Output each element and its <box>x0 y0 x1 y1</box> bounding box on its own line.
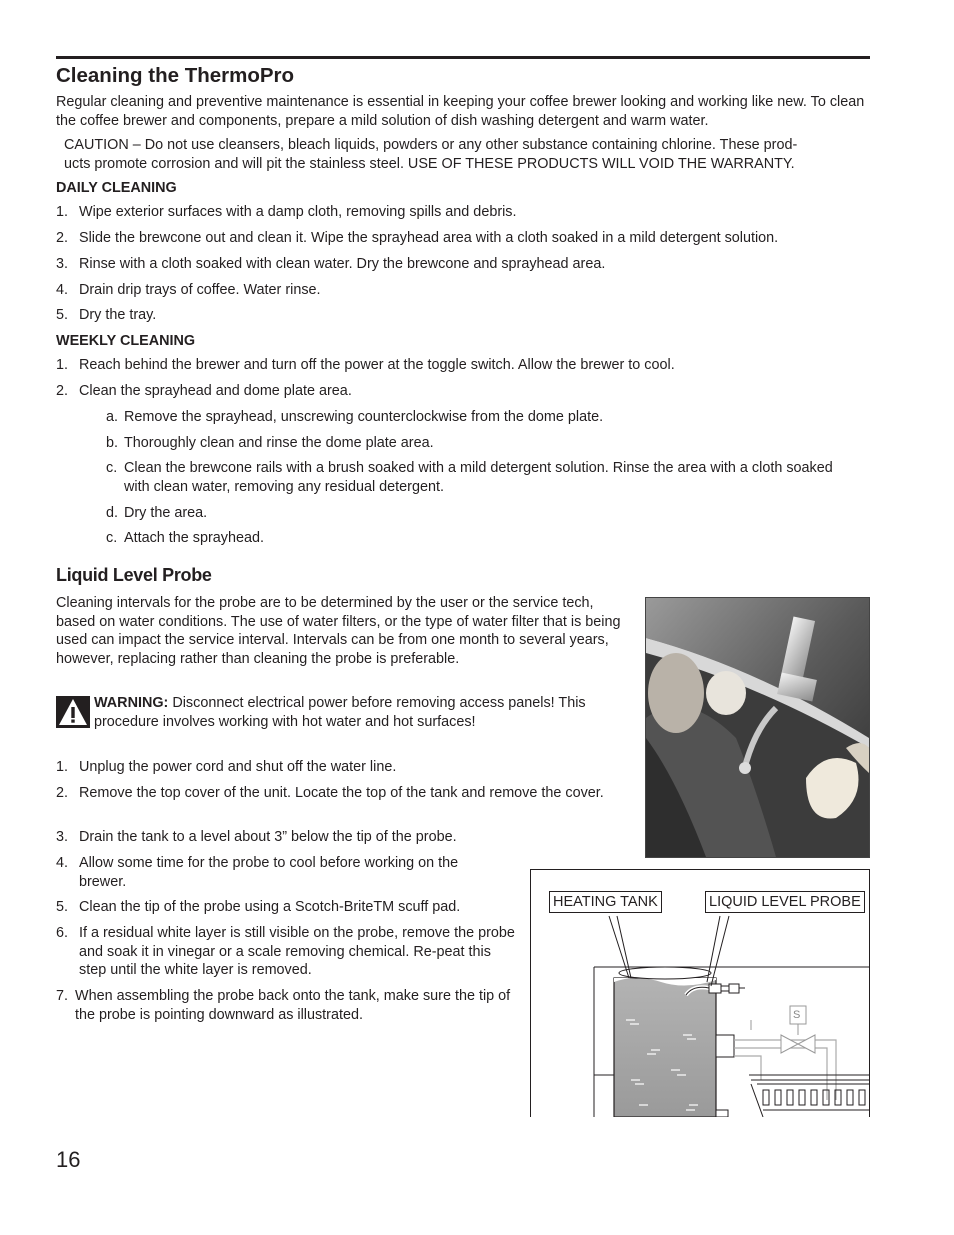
tank-diagram <box>530 869 870 1117</box>
daily-cleaning-heading: DAILY CLEANING <box>56 180 177 196</box>
section-title: Cleaning the ThermoPro <box>56 64 295 87</box>
subitem-text: Remove the sprayhead, unscrewing counterclockwise from the dome plate. <box>124 409 604 425</box>
step-text: Unplug the power cord and shut off the water line. <box>79 759 397 775</box>
step-number: 7. <box>56 988 69 1004</box>
warning-text <box>94 694 634 731</box>
subitem-letter: b. <box>106 435 119 451</box>
weekly-cleaning-heading: WEEKLY CLEANING <box>56 333 196 349</box>
item-number: 1. <box>56 204 69 220</box>
top-rule <box>56 56 870 59</box>
item-text: Rinse with a cloth soaked with clean water. Dry the brewcone and sprayhead area. <box>79 256 606 272</box>
step-text: Clean the tip of the probe using a Scotch-BriteTM scuff pad. <box>79 899 461 915</box>
item-text: Wipe exterior surfaces with a damp cloth, removing spills and debris. <box>79 204 517 220</box>
subitem-text: Thoroughly clean and rinse the dome plate area. <box>124 435 434 451</box>
item-number: 2. <box>56 230 69 246</box>
liquid-level-probe-label: LIQUID LEVEL PROBE <box>705 891 865 913</box>
item-number: 3. <box>56 256 69 272</box>
item-number: 1. <box>56 357 69 373</box>
item-text: Clean the sprayhead and dome plate area. <box>79 383 352 399</box>
subitem-letter: d. <box>106 505 119 521</box>
subitem-text: Clean the brewcone rails with a brush soaked with a mild detergent solution. Rinse the area with a cloth soaked with clean water, removing any residual detergent. <box>124 460 833 495</box>
probe-heading: Liquid Level Probe <box>56 565 212 585</box>
step-number: 2. <box>56 785 69 801</box>
item-number: 4. <box>56 282 69 298</box>
item-number: 5. <box>56 307 69 323</box>
warning-message: Disconnect electrical power before removing access panels! This procedure involves working with hot water and hot surfaces! <box>94 695 586 730</box>
subitem-letter: a. <box>106 409 119 425</box>
step-text: When assembling the probe back onto the tank, make sure the tip of the probe is pointing downward as illustrated. <box>75 988 511 1023</box>
step-number: 5. <box>56 899 69 915</box>
warning-label: WARNING: <box>94 695 169 711</box>
step-text: If a residual white layer is still visible on the probe, remove the probe and soak it in vinegar or a scale removing chemical. Re-peat this step until the white layer is removed. <box>79 925 515 978</box>
subitem-letter: c. <box>106 530 118 546</box>
caution-line-2: ucts promote corrosion and will pit the stainless steel. USE OF THESE PRODUCTS WILL VOID THE WARRANTY. <box>64 156 795 172</box>
probe-intro: Cleaning intervals for the probe are to be determined by the user or the service tech, based on water conditions. The use of water filters, or the type of water filter that is being used can impact the service interval. Intervals can be from one month to several years, however, replacing rather than cleaning the probe is preferable. <box>56 595 621 667</box>
page-number: 16 <box>56 1147 81 1172</box>
step-number: 3. <box>56 829 69 845</box>
item-text: Drain drip trays of coffee. Water rinse. <box>79 282 321 298</box>
step-text: Drain the tank to a level about 3” below the tip of the probe. <box>79 829 457 845</box>
step-text: Remove the top cover of the unit. Locate the top of the tank and remove the cover. <box>79 785 604 801</box>
intro-paragraph: Regular cleaning and preventive maintenance is essential in keeping your coffee brewer looking and working like new. To clean the coffee brewer and components, prepare a mild solution of dish washing detergent and warm water. <box>56 94 865 129</box>
step-number: 4. <box>56 855 69 871</box>
item-text: Dry the tray. <box>79 307 157 323</box>
probe-photo <box>645 597 870 858</box>
step-text: Allow some time for the probe to cool before working on the brewer. <box>79 855 459 890</box>
item-text: Slide the brewcone out and clean it. Wipe the sprayhead area with a cloth soaked in a mild detergent solution. <box>79 230 779 246</box>
warning-icon <box>56 696 90 728</box>
subitem-text: Attach the sprayhead. <box>124 530 264 546</box>
step-number: 6. <box>56 925 69 941</box>
solenoid-valve-letter: S <box>793 1009 801 1021</box>
item-text: Reach behind the brewer and turn off the power at the toggle switch. Allow the brewer to cool. <box>79 357 675 373</box>
subitem-text: Dry the area. <box>124 505 208 521</box>
caution-line-1: CAUTION – Do not use cleansers, bleach liquids, powders or any other substance containing chlorine. These prod- <box>64 137 798 153</box>
step-number: 1. <box>56 759 69 775</box>
subitem-letter: c. <box>106 460 118 476</box>
heating-tank-label: HEATING TANK <box>549 891 662 913</box>
item-number: 2. <box>56 383 69 399</box>
